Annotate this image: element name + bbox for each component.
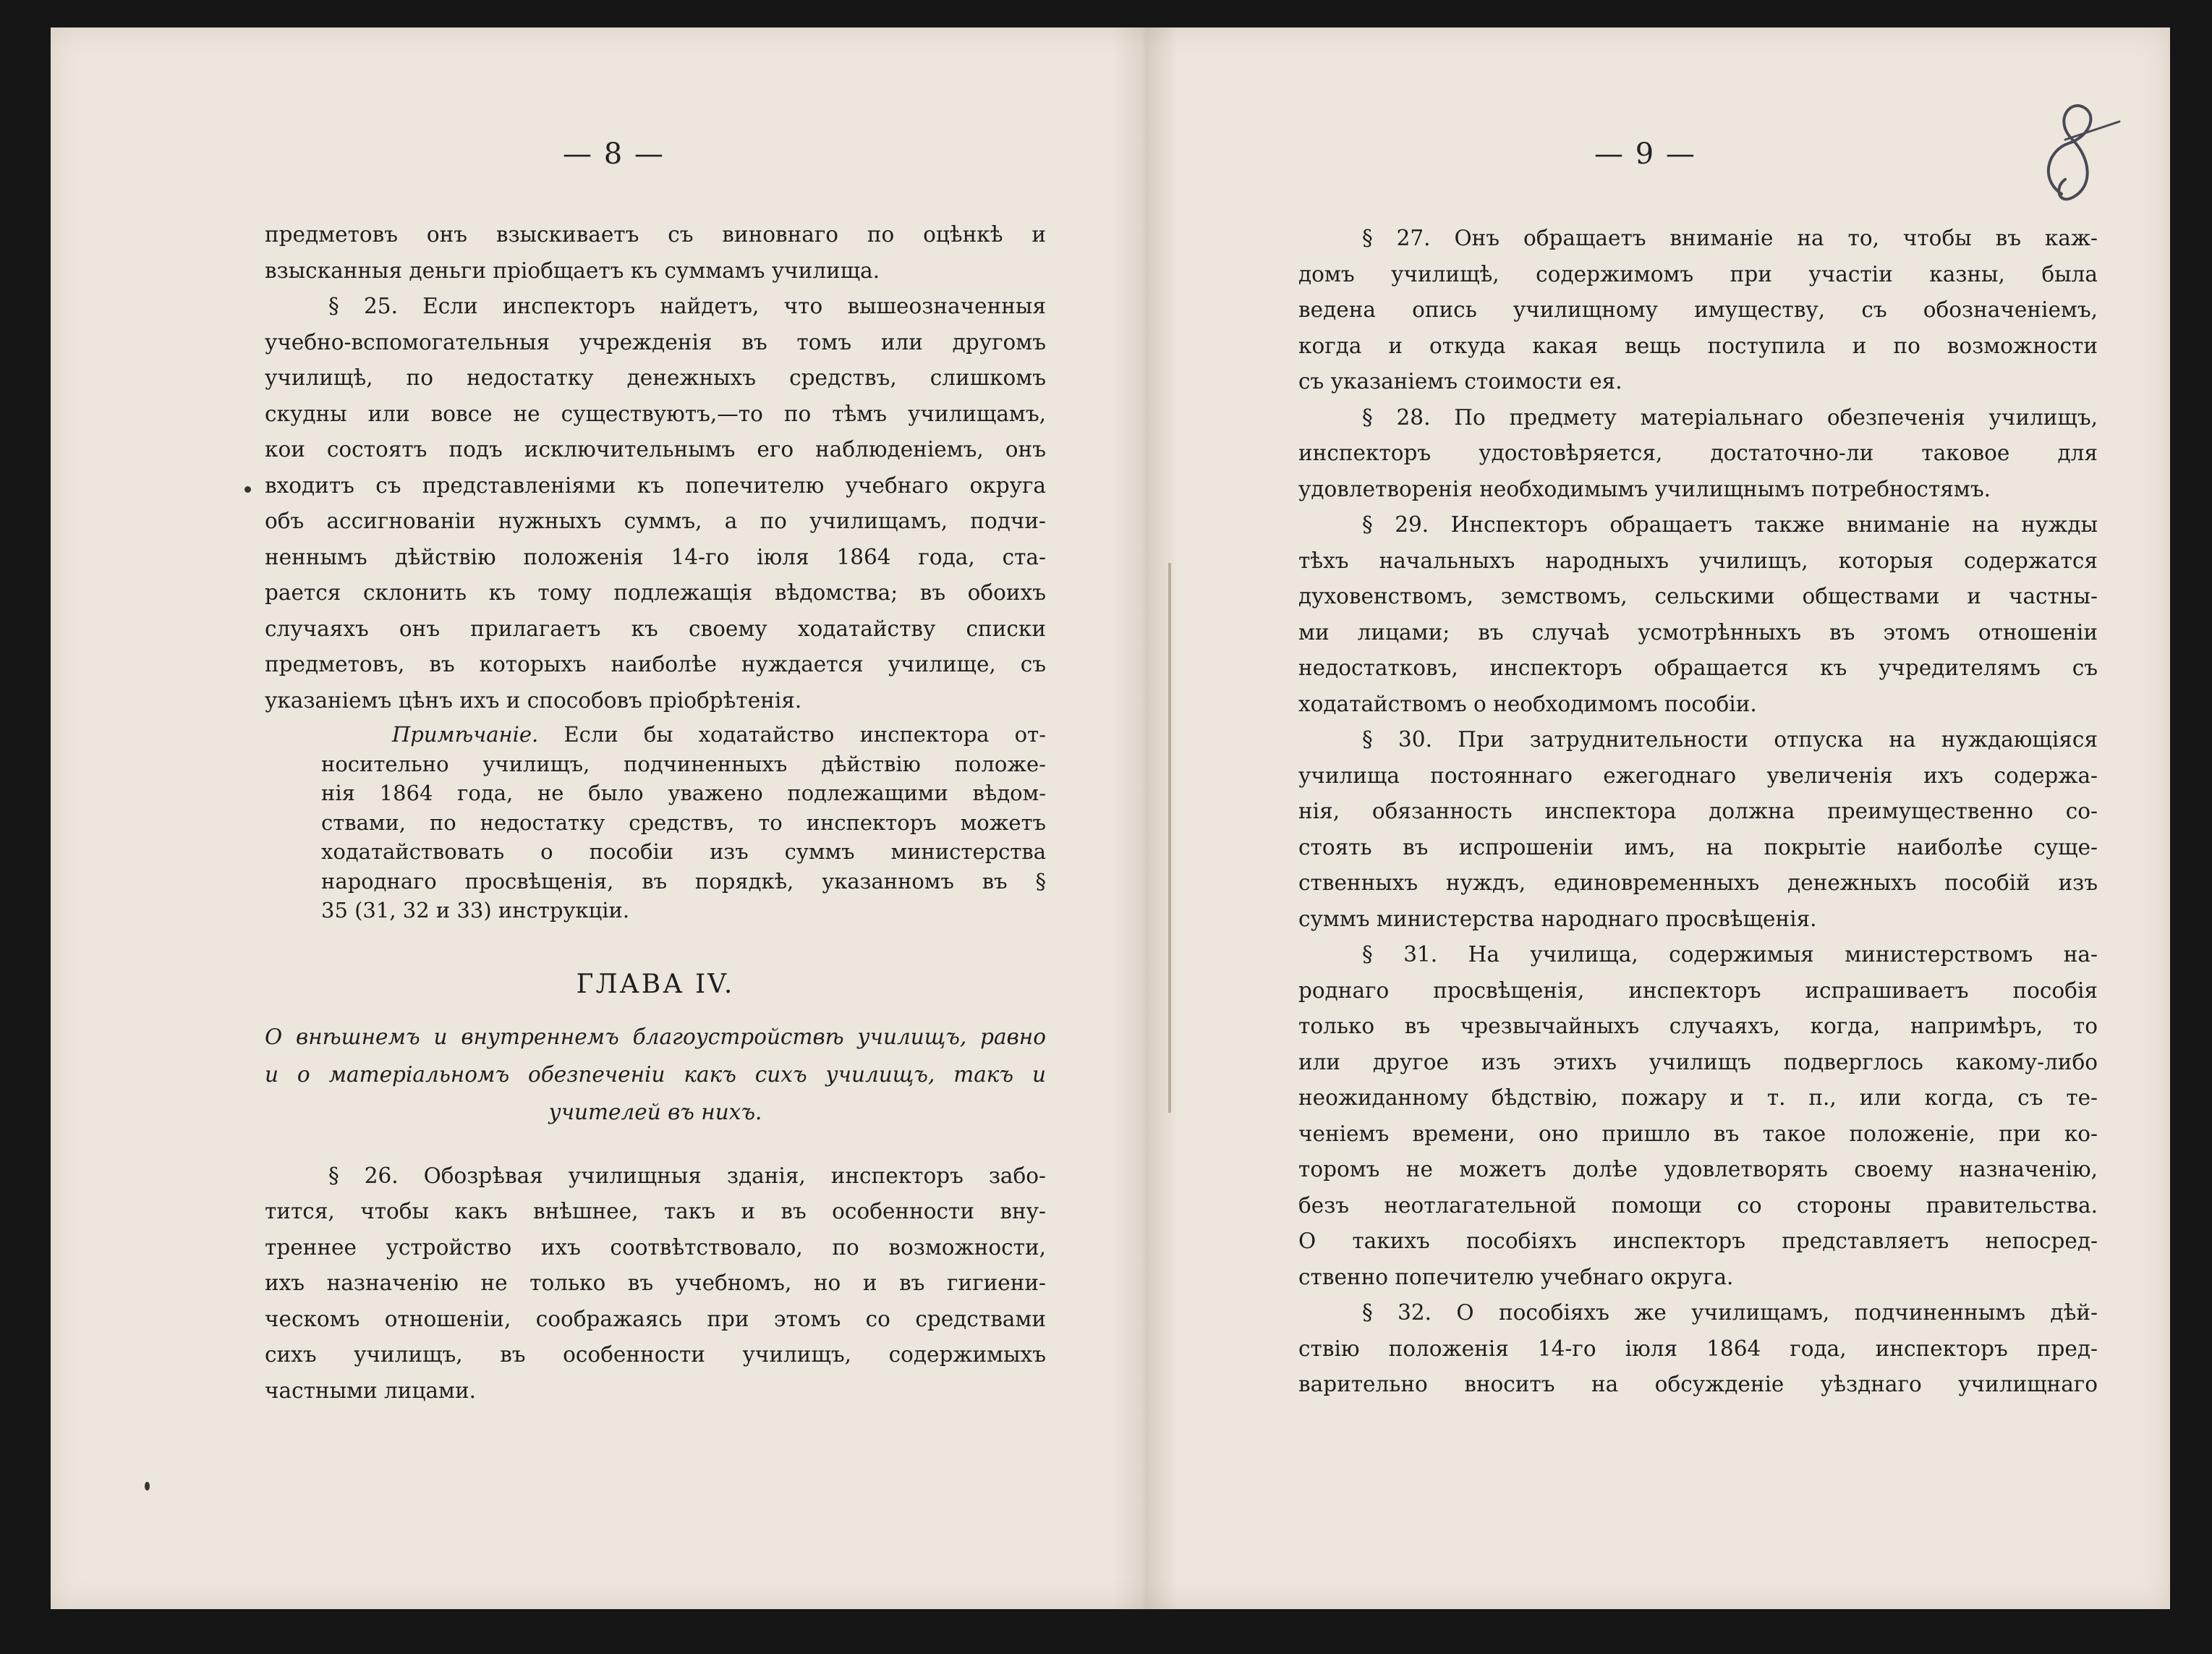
paragraph-31 [1298, 937, 2098, 1295]
text-line: § 28. По предмету матеріальнаго обезпеченія училищъ, [1362, 404, 2098, 430]
note-line: нія 1864 года, не было уважено подлежащими вѣдом- [321, 781, 1046, 805]
note-line: ствами, по недостатку средствъ, то инспекторъ можетъ [321, 810, 1046, 835]
note-line: носительно училищъ, подчиненныхъ дѣйствію положе- [321, 751, 1046, 776]
chapter-subtitle [265, 1018, 1046, 1131]
text-line: кои состоятъ подъ исключительнымъ его наблюденіемъ, онъ [265, 437, 1046, 462]
text-line: ведена опись училищному имуществу, съ обозначеніемъ, [1298, 297, 2098, 322]
text-line: училища постояннаго ежегоднаго увеличенія ихъ содержа- [1298, 763, 2098, 788]
text-line: ственно попечителю учебнаго округа. [1298, 1264, 1734, 1289]
text-line: ходатайствомъ о необходимомъ пособіи. [1298, 691, 1757, 716]
text-line: варительно вноситъ на обсужденіе уѣзднаго училищнаго [1298, 1372, 2098, 1396]
paragraph-continued [265, 217, 1046, 289]
note-lead: Примѣчаніе. [392, 722, 539, 747]
footnote-primechanie [321, 720, 1046, 925]
text-line: § 31. На училища, содержимыя министерствомъ на- [1362, 942, 2098, 967]
text-line: входитъ съ представленіями къ попечителю учебнаго округа [265, 472, 1046, 498]
book-spread [51, 27, 2170, 1609]
text-line: тится, чтобы какъ внѣшнее, такъ и въ особенности вну- [265, 1199, 1046, 1223]
ink-speck [244, 486, 251, 493]
chapter-title: ГЛАВА IV. [576, 969, 735, 999]
text-line: ихъ назначенію не только въ учебномъ, но и въ гигиени- [265, 1271, 1046, 1295]
text-line: торомъ не можетъ долѣе удовлетворять своему назначенію, [1298, 1157, 2098, 1182]
text-line: духовенствомъ, земствомъ, сельскими обществами и частны- [1298, 584, 2098, 608]
text-line: § 32. О пособіяхъ же училищамъ, подчиненнымъ дѣй- [1362, 1300, 2098, 1325]
text-line: неожиданному бѣдствію, пожару и т. п., или когда, съ те- [1298, 1085, 2098, 1110]
text-line: недостатковъ, инспекторъ обращается къ учредителямъ съ [1298, 656, 2098, 680]
paragraph-30 [1298, 722, 2098, 937]
text-line: инспекторъ удостовѣряется, достаточно-ли таковое для [1298, 441, 2098, 465]
text-line: съ указаніемъ стоимости ея. [1298, 369, 1622, 394]
text-line: рается склонить къ тому подлежащія вѣдомства; въ обоихъ [265, 580, 1046, 605]
text-line: ственныхъ нуждъ, единовременныхъ денежныхъ пособій изъ [1298, 870, 2098, 895]
text-line: ствію положенія 14-го іюля 1864 года, инспекторъ пред- [1298, 1336, 2098, 1361]
text-line: училищѣ, по недостатку денежныхъ средствъ, слишкомъ [265, 365, 1046, 390]
text-line: ми лицами; въ случаѣ усмотрѣнныхъ въ этомъ отношеніи [1298, 619, 2098, 645]
handwritten-folio-mark [2033, 100, 2127, 208]
right-page [1128, 27, 2170, 1609]
text-line: нія, обязанность инспектора должна преимущественно со- [1298, 799, 2098, 823]
paragraph-25 [265, 289, 1046, 718]
text-line: частными лицами. [265, 1378, 477, 1403]
text-line: ческомъ отношеніи, соображаясь при этомъ со средствами [265, 1306, 1046, 1331]
note-line: ходатайствовать о пособіи изъ суммъ министерства [321, 839, 1046, 864]
ink-speck [145, 1482, 150, 1490]
left-page [51, 27, 1114, 1609]
text-line: § 25. Если инспекторъ найдетъ, что вышеозначенныя [328, 294, 1046, 318]
note-line: 35 (31, 32 и 33) инструкціи. [321, 898, 630, 923]
text-line: скудны или вовсе не существуютъ,—то по тѣмъ училищамъ, [265, 401, 1046, 426]
text-line: роднаго просвѣщенія, инспекторъ испрашиваетъ пособія [1298, 977, 2098, 1003]
text-line: домъ училищѣ, содержимомъ при участіи казны, была [1298, 261, 2098, 287]
text-line: взысканныя деньги пріобщаетъ къ суммамъ училища. [265, 258, 880, 283]
text-line: § 26. Обозрѣвая училищныя зданія, инспекторъ забо- [328, 1163, 1046, 1188]
text-line: неннымъ дѣйствію положенія 14-го іюля 1864 года, ста- [265, 544, 1046, 569]
subtitle-line: учителей въ нихъ. [548, 1099, 762, 1124]
text-line: предметовъ, въ которыхъ наиболѣе нуждается училище, съ [265, 652, 1046, 677]
text-line: предметовъ онъ взыскиваетъ съ виновнаго по оцѣнкѣ и [265, 222, 1046, 247]
text-line: случаяхъ онъ прилагаетъ къ своему ходатайству списки [265, 616, 1046, 641]
text-line: § 27. Онъ обращаетъ вниманіе на то, чтобы въ каж- [1362, 226, 2098, 250]
text-line: удовлетворенія необходимымъ училищнымъ потребностямъ. [1298, 476, 1991, 501]
right-text-column [1298, 221, 2098, 1403]
paragraph-26 [265, 1158, 1046, 1409]
subtitle-line: О внѣшнемъ и внутреннемъ благоустройствѣ училищъ, равно [265, 1024, 1046, 1049]
note-lead-rest: Если бы ходатайство инспектора от- [538, 722, 1046, 747]
text-line: сихъ училищъ, въ особенности училищъ, содержимыхъ [265, 1342, 1046, 1367]
paragraph-29 [1298, 507, 2098, 722]
text-line: § 29. Инспекторъ обращаетъ также вниманіе на нужды [1362, 512, 2098, 537]
note-line: народнаго просвѣщенія, въ порядкѣ, указанномъ въ § [321, 868, 1046, 894]
text-line: тѣхъ начальныхъ народныхъ училищъ, которыя содержатся [1298, 548, 2098, 573]
paragraph-28 [1298, 400, 2098, 508]
text-line: указаніемъ цѣнъ ихъ и способовъ пріобрѣтенія. [265, 687, 802, 713]
text-line: только въ чрезвычайныхъ случаяхъ, когда, напримѣръ, то [1298, 1014, 2098, 1038]
text-line: треннее устройство ихъ соотвѣтствовало, по возможности, [265, 1234, 1046, 1260]
text-line: безъ неотлагательной помощи со стороны правительства. [1298, 1192, 2098, 1218]
text-line: ченіемъ времени, оно пришло въ такое положеніе, при ко- [1298, 1121, 2098, 1146]
page-number-left: — 8 — [563, 137, 665, 171]
text-line: когда и откуда какая вещь поступила и по возможности [1298, 333, 2098, 358]
text-line: или другое изъ этихъ училищъ подверглось какому-либо [1298, 1049, 2098, 1074]
text-line: § 30. При затруднительности отпуска на нуждающіяся [1362, 727, 2098, 752]
paragraph-27 [1298, 221, 2098, 400]
left-text-column [265, 217, 1046, 1409]
page-number-right: — 9 — [1594, 137, 1696, 171]
note-line [321, 720, 1046, 750]
subtitle-line: и о матеріальномъ обезпеченіи какъ сихъ училищъ, такъ и [265, 1061, 1046, 1087]
text-line: объ ассигнованіи нужныхъ суммъ, а по училищамъ, подчи- [265, 509, 1046, 533]
paragraph-32 [1298, 1295, 2098, 1403]
text-line: учебно-вспомогательныя учрежденія въ томъ или другомъ [265, 329, 1046, 355]
text-line: суммъ министерства народнаго просвѣщенія. [1298, 906, 1817, 931]
text-line: О такихъ пособіяхъ инспекторъ представляетъ непосред- [1298, 1229, 2098, 1253]
text-line: стоять въ испрошеніи имъ, на покрытіе наиболѣе суще- [1298, 834, 2098, 860]
